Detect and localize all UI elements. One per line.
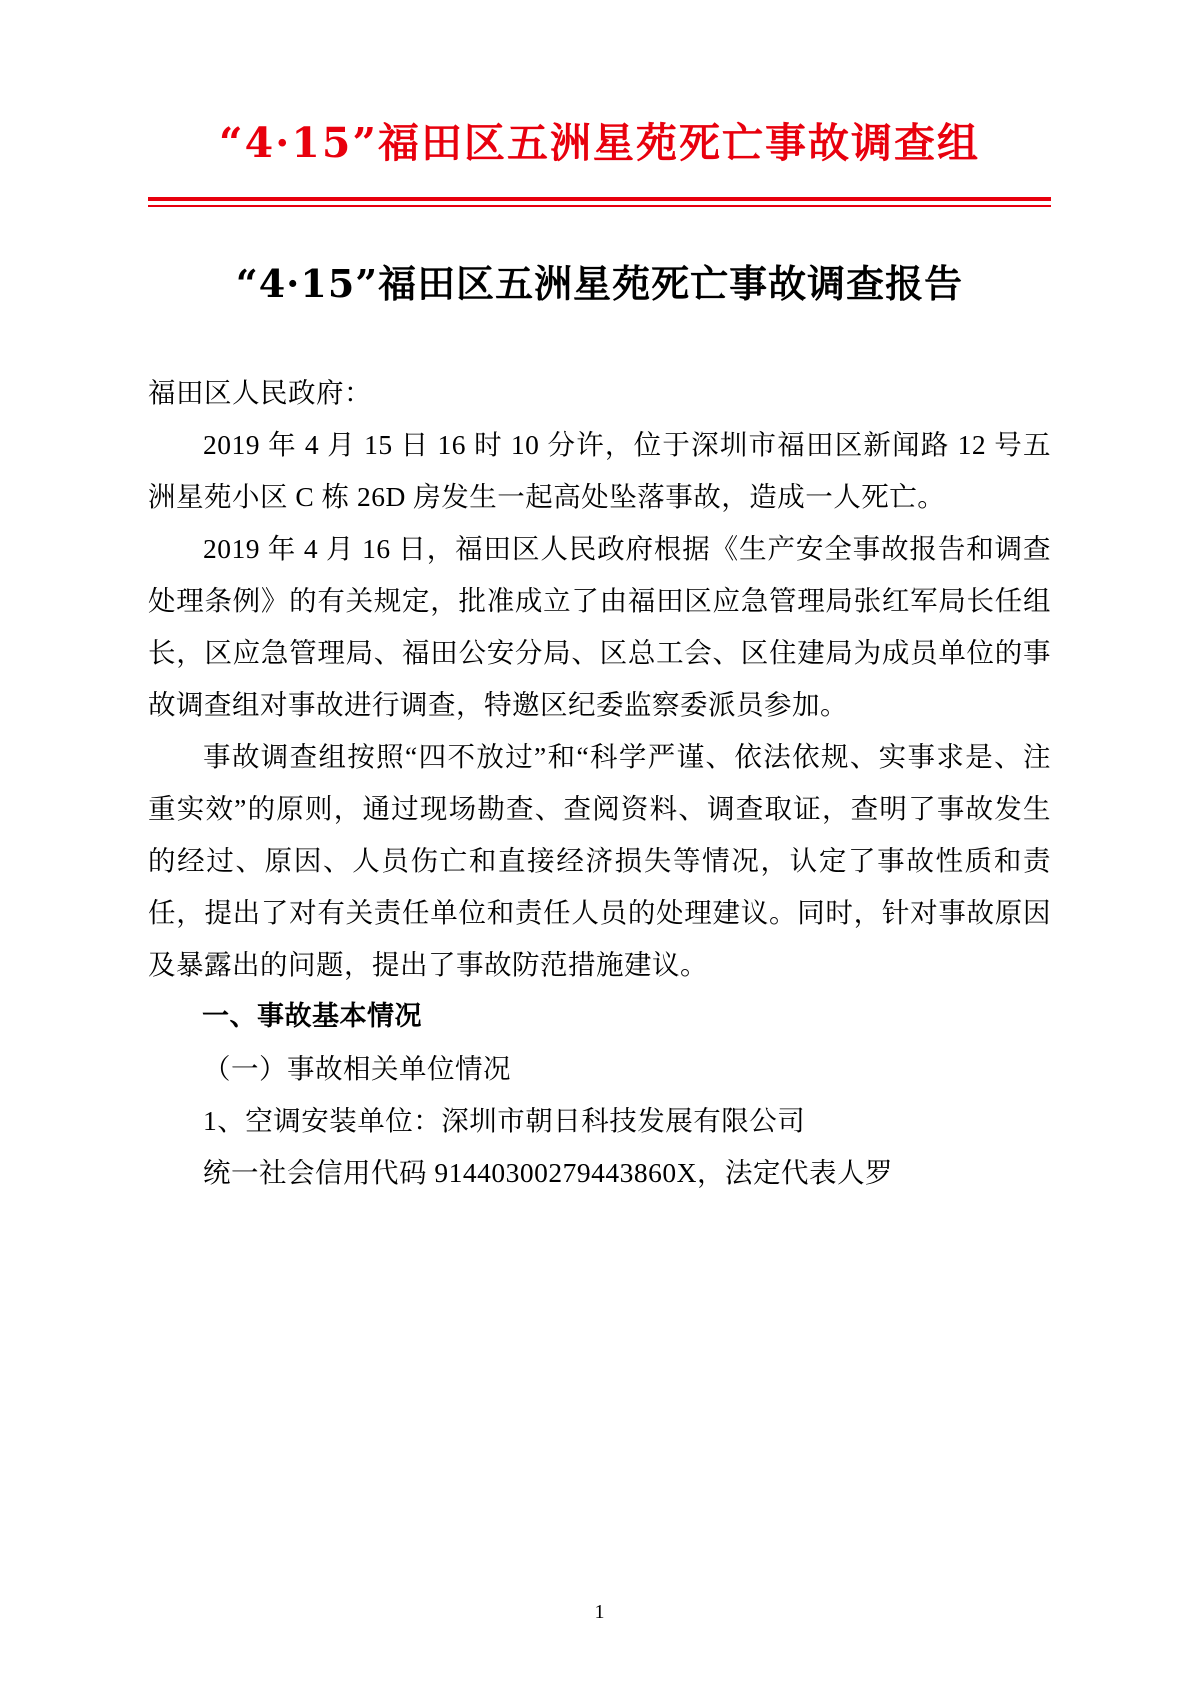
paragraph-2: 2019 年 4 月 16 日，福田区人民政府根据《生产安全事故报告和调查处理条例》的有关规定，批准成立了由福田区应急管理局张红军局长任组长，区应急管理局、福田公安分局、区总工会、区住建局为成员单位的事故调查组对事故进行调查，特邀区纪委监察委派员参加。 [148,532,1051,720]
list-item-1: 1、空调安装单位：深圳市朝日科技发展有限公司 [203,1104,806,1136]
letterhead-divider-thick [148,197,1051,201]
list-item-2: 统一社会信用代码 91440300279443860X，法定代表人罗 [203,1156,893,1188]
page-number: 1 [594,1601,605,1623]
section-heading-1: 一、事故基本情况 [202,1000,422,1032]
paragraph-3: 事故调查组按照“四不放过”和“科学严谨、依法依规、实事求是、注重实效”的原则，通过现场勘查、查阅资料、调查取证，查明了事故发生的经过、原因、人员伤亡和直接经济损失等情况，认定了事故性质和责任，提出了对有关责任单位和责任人员的处理建议。同时，针对事故原因及暴露出的问题，提出了事故防范措施建议。 [148,740,1051,980]
sub-heading-1: （一）事故相关单位情况 [203,1052,511,1084]
paragraph-1: 2019 年 4 月 15 日 16 时 10 分许，位于深圳市福田区新闻路 12 号五洲星苑小区 C 栋 26D 房发生一起高处坠落事故，造成一人死亡。 [148,428,1051,512]
document-body [148,367,1051,1199]
page-title: “4·15”福田区五洲星苑死亡事故调查报告 [235,261,964,307]
letterhead [148,118,1051,175]
letterhead-title: “4·15”福田区五洲星苑死亡事故调查组 [218,119,981,167]
addressee-line: 福田区人民政府： [148,376,372,408]
letterhead-divider-thin [148,205,1051,207]
